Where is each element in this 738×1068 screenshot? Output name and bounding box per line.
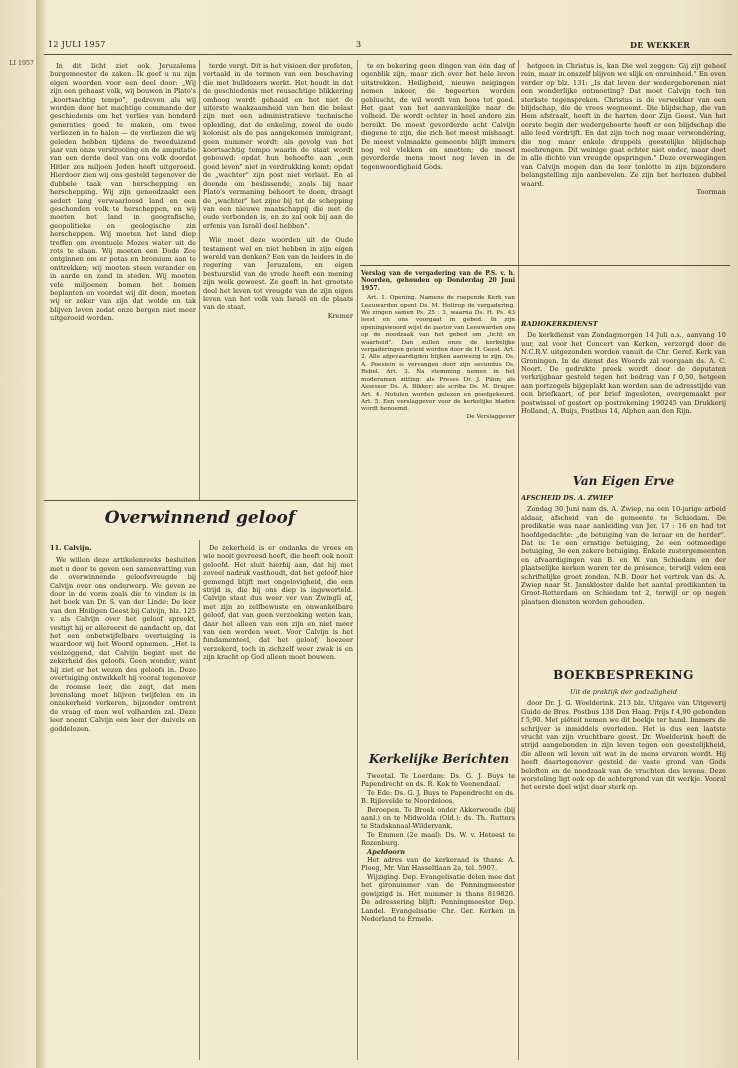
- overwinnend-column-2: De zekerheid is er ondanks de vrees en wie nooit gevreesd heeft, die heeft ook nooit geloofd. Het sluit hierbij aan, dat hij met zoveel nadruk vasthoudt, dat het geloof hier gemengd blijft met ongelovigheid, die een strijd is, die bij ons diep is ingeworteld. Calvijn staat dus weer ver van Zwingli af, met zijn zo zelfbewuste en onwankelbare geloof, dat van geen verzoeking weten kan, daar het alleen van een zijn en niet meer van een worden weet. Voor Calvijn is het fundamenteel, dat het geloof, hoezeer verzekerd, toch in zichzelf weer zwak is en zijn kracht op God alleen moet bouwen.: [203, 544, 353, 662]
- boekbespreking-column: Uit de praktijk der godzaligheid door Dr. J. G. Woelderink. 213 blz. Uitgave van Uitgeverij Guido de Bres. Postbus 138 Den Haag. Prijs f 4,90 gebonden f 5,90. Met piëteit nemen we dit boekje ter hand. Immers de schrijver is inmiddels overleden. Het is dus een laatste vrucht van zijn vruchtbare geest. Dr. Woelderink heeft de strijd aangebonden in zijn leven tegen een geestelijkheid, die alleen wil leven uit wat in de mens ervaren wordt. Hij heeft daartegenover gesteld de vaste grond van Gods beloften en de noodzaak van de vruchten des levens. Deze worsteling ligt ook op de achtergrond van dit werkje. Vooral het eerste deel wijst daar sterk op.: [521, 688, 726, 792]
- column-4-top: hetgeen in Christus is, kan Die wel zeggen: Gij zijt geheel rein, maar in onszelf blijven we slijk en onreinheid." En even verder op blz. 131: „Is dat leven der wedergeborenen niet een wonderlijke ontmoeting? Dat moet Calvijn toch ten sterkste tegenspreken. Christus is de verwekker van een blijdschap, die de vrees wegneemt. Die blijdschap, die van Hem afstraalt, heeft in de harten door Zijn Geest. Van het eerste begin der wedergeboorte heeft er een blijdschap die alle leed verdrijft. En dat zijn toch nog maar verwondering, die nog maar enkele druppels geestelijke blijdschap meebrengen. Dit weinige gaat echter niet onder, maar doet in alle dichte van vreugde opspringen." Deze overwegingen van Calvijn mogen dan de leer tonlotte in zijn bijzondere belangstelling zijn aanbevelen. Ze zijn het herlezen dubbel waard. Toorman: [521, 62, 726, 197]
- header-paper-name: DE WEKKER: [630, 40, 691, 50]
- column-1-top: In dit licht ziet ook Jeruzalems burgemeester de zaken. Ik geef u nu zijn eigen woorden voor een deel door: „Wij zijn een gehaast volk, wij bouwen in Plato's „koortsachtig tempo", gedreven als wij worden door het machtige commando der geschiedenis om het verlies van honderd generaties goed te maken, om twee verliezen in te halen — de verliezen die wij geleden hebben tijdens de tweeduizend jaar van onze verstrooiing en de amputatie van een derde deel van ons volk doordat Hitler zes miljoen Joden heeft uitgeroeid. Hierdoor zien wij ons gesteld tegenover de dubbele taak van herschepping en herschepping. Wij zijn genoodzaakt een sedert lang verwaarloosd land en een geschonden volk te herscheppen, en wij moeten het land in geografische, geopolitieke en geologische zin herscheppen. Wij moeten het land diep treffen om eventuele Mozes water uit de rots te slaan. Wij moeten een Dode Zee ontginnen om er potas en bromium aan te onttrekken; wij moeten steen verander en in aarde en zand in steden. Wij moeten vele miljoenen bomen het bomen beplanten en voordat wij dit doen, moeten wij er zeker van zijn dat wolde en tak blijven leven zodat onze bergen niet meer uitgeroeid worden.: [50, 62, 196, 323]
- header-date: 12 JULI 1957: [48, 40, 106, 49]
- radiokerkdienst-column: RADIOKERKDIENST De kerkdienst van Zondagmorgen 14 Juli a.s., aanvang 10 uur, zal voor het Concert van Kerken, verzorgd door de N.C.R.V. uitgezonden worden vanuit de Chr. Geref. Kerk van Groningen. In de dienst des Woords zal voorgaan ds. A. C. Noort. De gedrukte preek wordt door de deputaten verkrijgbaar gesteld tegen het bedrag van f 0,50, hetgeen aan portzegels bijgeplakt kan worden aan de adresstijde van een briefkaart, of per brief ingesloten, overgemaakt per postwissel of gestort op postrekening 190245 van Drukkerij Holland, A. Buijs, Postbus 14, Alphen aan den Rijn.: [521, 320, 726, 416]
- column-divider: [518, 60, 519, 1060]
- article-title-overwinnend-geloof: Overwinnend geloof: [104, 508, 296, 528]
- column-divider: [199, 60, 200, 500]
- afscheid-subtitle: AFSCHEID DS. A. ZWIEP: [521, 494, 613, 502]
- boekbespreking-subtitle: Uit de praktijk der godzaligheid: [570, 688, 677, 696]
- signature-verslaggever: De Verslaggever: [466, 413, 515, 420]
- column-3-top: te en bekering geen dingen van één dag of ogenblik zijn, maar zich over het hele leven uitstrekken. Heiligheid, nieuwe neigingen nemen inkeer, de begeerten worden gebluscht, de wil wordt van boos tot goed. Het gaat van het aanvankelijke naar de volheid. De wordt echter in heel andere zin bereikt. De moest gevorderde acht Calvijn diegene te zijn, die zich het meest mishaagt. De meest volmaakte gemeente blijft immers nog vol vlekken en smetten; de meest gevorderde mens moet nog leven in de tegenwoordigheid Gods.: [361, 62, 515, 171]
- page-fold: [36, 0, 46, 1068]
- van-eigen-erve-column: AFSCHEID DS. A. ZWIEP Zondag 30 Juni nam ds. A. Zwiep, na een 10-jarige arbeid aldaar, afscheid van de gemeente te Schiedam. De predikatie was naar aanleiding van Jer. 17 : 16 en had tot hoofdgedachte: „de betuiging van de leraar en de herder". Dat is: 1e een ernstige betuiging, 2e een ootmoedige betuiging, 3e een zekere betuiging. Enkele zustergemeenten en afvaardigingen van B. en W. van Schiedam en der plaatselijke kerken waren ter de présence, terwijl velen een schriftelijke groet zonden. N.B. Door het vertrek van ds. A. Zwiep naar St. Janskloster dalde het aantal predikanten in Groot-Rotterdam en Schiedam tot 2, terwijl er op negen plaatsen diensten worden gehouden.: [521, 494, 726, 606]
- kerkelijke-berichten-column: Tweetal. Te Loerdam: Ds. G. J. Buys te Papendrecht en ds. R. Kok te Veenendaal. Te Ede: Ds. G. J. Buys te Papendrecht en ds. B. Rijlevelde te Noordeloos. Beroepen. Te Broek onder Akkerwoude (bij aanl.) en te Midwolda (Old.): ds. Th. Rutters te Stadskanaal-Wildervank. Te Emmen (2e maal): Ds. W. v. Heteest te Rozenburg. Apeldoorn Het adres van de kerkeraad is thans: A. Ploeg, Mr. Van Hasseltlaan 2a, tel. 5907. Wijziging. Dep. Evangelisatie delen mee dat het gironummer van de Penningmeester gewijzigd is. Het nummer is thans 819826. De adressering blijft: Penningmeester Dep. Landel. Evangelisatie Chr. Ger. Kerken in Nederland te Ermelo.: [361, 772, 515, 923]
- boekbespreking-title: BOEKBESPREKING: [553, 668, 694, 682]
- page-header: [0, 40, 738, 54]
- header-rule: [44, 54, 732, 55]
- previous-page-strip: LI 1957: [9, 60, 34, 67]
- radiokerkdienst-title: RADIOKERKDIENST: [521, 320, 598, 328]
- signature-kremer: Kremer: [327, 311, 353, 320]
- article-subhead: 11. Calvijn.: [50, 544, 92, 552]
- section-rule: [360, 265, 730, 266]
- column-divider: [357, 60, 358, 1060]
- header-page-number: 3: [356, 40, 362, 49]
- verslag-title: Verslag van de vergadering van de P.S. v. h. Noorden, gehouden op Donderdag 20 Juni 1957.: [361, 270, 515, 292]
- signature-toorman: Toorman: [696, 188, 726, 197]
- column-divider: [199, 540, 200, 1060]
- overwinnend-column-1: 11. Calvijn. We willen deze artikelenreeks besluiten met u door te geven een samenvatting van de overwinnende geloofsvreugde bij Calvijn over ons onderwerp. We geven ze door in de vorm zoals die te vinden is in het boek van Dr. S. van der Linde: De leer van den Heiligen Geest bij Calvijn, blz. 125 v. als Calvijn over het geloof spreekt, vestigt hij er allereerst de aandacht op, dat het een onbetwijfelbare overtuiging is waardoor wij het Woord opnemen. „Het is veelzeggend, dat Calvijn begint met de zekerheid des geloofs. Geen wonder, want hij ziet er het wezen des geloofs in. Deze overtuiging ontwikkelt hij vooral tegenover de roomse leer, die zegt, dat men levenslang moet blijven twijfelen en in onzekerheid verkeren, bijzonder omtrent de vraag of men wel volharden zal. Deze leer noemt Calvijn een leer der duivels en goddelozen.: [50, 544, 196, 733]
- kerkelijke-berichten-title: Kerkelijke Berichten: [368, 752, 510, 766]
- section-rule: [44, 500, 356, 501]
- van-eigen-erve-title: Van Eigen Erve: [572, 474, 675, 488]
- verslag-column: Verslag van de vergadering van de P.S. v. h. Noorden, gehouden op Donderdag 20 Juni 1957. Art. 1. Opening. Namens de roepende Kerk van Leeuwarden opent Ds. M. Holtrop de vergadering. We zingen samen Ps. 25 : 3, waarna Ds. H. Ps. 43 leest en ons voorgaat in gebed. In zijn openingswoord wijst de pastor van Leeuwarden ons op de noodzaak van het gebed om „licht en waarheid". Dan zullen onze de kerkelijke vergaderingen geleid worden door de H. Geest. Art. 2. Alle afgevaardigden blijken aanwezig te zijn. Ds. A. Poesiein is vervangen door zijn secundus Ds. Rebel. Art. 3. Na stemming nemen in het moderamen zitting: als Preses Dr. J. Pilon; als Assessor Ds. A. Bikker; als scriba Ds. M. Draijer. Art. 4. Notulen worden gelezen en goedgekeurd. Art. 5. Een verslaggever voor de kerkelijke bladen wordt benoemd. De Verslaggever: [361, 270, 515, 420]
- column-2-top: terde vergt. Dit is het visioen der profeten, vertaald in de termen van een beschaving die met bulldozers werkt. Het houdt in dat de geschiedenis met reusachtige blikkering omhoog wordt gehaald en het niet de uiterste waakzaamheid van hen die belast zijn met een administratieve technische opleiding, dat de enkeling, zowel de oude kolonist als de pas aangekomen immigrant, geen nummer wordt: als gevolg van het koortsachtig tempo waarin de staat wordt gebouwd: opdat hun behoefte aan „een goed leven" niet in verdrukking komt; opdat de „wachter" zijn post niet verlaat. En al doende om beslissende, zoals bij naar Plato's vermaning behoort te doen, draagt de „wachter" het zijne bij tot de schepping van een nieuwe maatschappij die met de oude verbonden is, en zo zal ook bij aan de erfenis van Israël deel hebben". Wie moet deze woorden uit de Oude testament wel en niet hebben in zijn eigen wereld van denken? Een van de leiders in de regering van Jeruzalem, en eigen bestuurslid van de vrede heeft een mening zijn wolk geweest. Ze geeft in het grootste deel het leven tot vreugde van de zijn eigen leven van het volk van Israël en de plaats van de staat. Kremer: [203, 62, 353, 320]
